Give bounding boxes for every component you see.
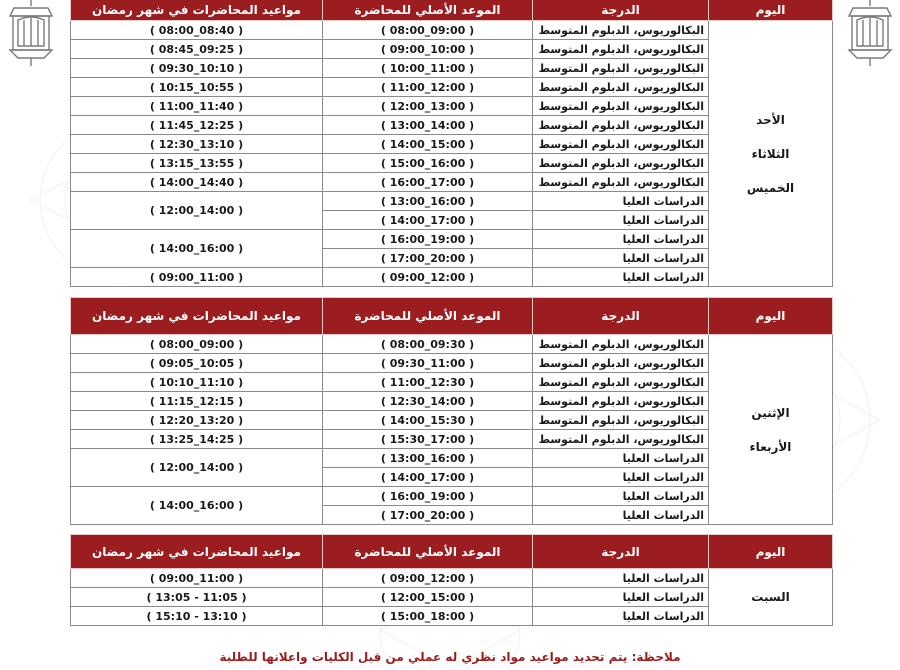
original-time-cell: ( 19:00_16:00 ) <box>323 230 533 249</box>
original-time-cell: ( 17:00_16:00 ) <box>323 173 533 192</box>
ramadan-time-cell: ( 10:10_09:30 ) <box>71 59 323 78</box>
day-label: الأحد <box>756 112 785 127</box>
schedule-table-sat <box>70 534 833 626</box>
header-original-time: الموعد الأصلي للمحاضرة <box>323 535 533 569</box>
original-time-cell: ( 20:00_17:00 ) <box>323 506 533 525</box>
degree-cell: البكالوريوس، الدبلوم المتوسط <box>533 173 709 192</box>
ramadan-time-cell: ( 14:00_12:00 ) <box>71 192 323 230</box>
original-time-cell: ( 16:00_13:00 ) <box>323 449 533 468</box>
original-time-cell: ( 17:00_14:00 ) <box>323 468 533 487</box>
header-day: اليوم <box>709 535 833 569</box>
degree-cell: الدراسات العليا <box>533 211 709 230</box>
header-original-time: الموعد الأصلي للمحاضرة <box>323 0 533 21</box>
original-time-cell: ( 15:00_12:00 ) <box>323 588 533 607</box>
ramadan-time-cell: ( 10:55_10:15 ) <box>71 78 323 97</box>
day-label: السبت <box>751 590 790 604</box>
header-day: اليوم <box>709 0 833 21</box>
table-row <box>71 21 833 40</box>
ramadan-time-cell: ( 11:40_11:00 ) <box>71 97 323 116</box>
table-row <box>71 569 833 588</box>
day-label: الأربعاء <box>749 439 792 454</box>
ramadan-time-cell: ( 12:15_11:15 ) <box>71 392 323 411</box>
degree-cell: الدراسات العليا <box>533 449 709 468</box>
ramadan-time-cell: ( 14:25_13:25 ) <box>71 430 323 449</box>
schedule-table-mon-wed <box>70 297 833 525</box>
ramadan-time-cell: ( 11:00_09:00 ) <box>71 268 323 287</box>
day-cell <box>709 21 833 287</box>
ramadan-time-cell: ( 12:25_11:45 ) <box>71 116 323 135</box>
original-time-cell: ( 16:00_13:00 ) <box>323 192 533 211</box>
table-header-row <box>71 0 833 21</box>
degree-cell: الدراسات العليا <box>533 192 709 211</box>
day-label: الإثنين <box>751 405 790 420</box>
degree-cell: البكالوريوس، الدبلوم المتوسط <box>533 392 709 411</box>
degree-cell: الدراسات العليا <box>533 249 709 268</box>
table-header-row <box>71 298 833 335</box>
ramadan-time-cell: ( 11:05 - 13:05 ) <box>71 588 323 607</box>
ramadan-time-cell: ( 13:20_12:20 ) <box>71 411 323 430</box>
header-ramadan-time: مواعيد المحاضرات في شهر رمضان <box>71 535 323 569</box>
day-cell <box>709 335 833 525</box>
original-time-cell: ( 14:00_13:00 ) <box>323 116 533 135</box>
schedule-table-sun-tue-thu <box>70 0 833 287</box>
degree-cell: الدراسات العليا <box>533 569 709 588</box>
ramadan-time-cell: ( 13:10 - 15:10 ) <box>71 607 323 626</box>
original-time-cell: ( 14:00_12:30 ) <box>323 392 533 411</box>
original-time-cell: ( 10:00_09:00 ) <box>323 40 533 59</box>
degree-cell: الدراسات العليا <box>533 506 709 525</box>
degree-cell: الدراسات العليا <box>533 588 709 607</box>
degree-cell: البكالوريوس، الدبلوم المتوسط <box>533 335 709 354</box>
degree-cell: الدراسات العليا <box>533 607 709 626</box>
degree-cell: البكالوريوس، الدبلوم المتوسط <box>533 21 709 40</box>
ramadan-time-cell: ( 16:00_14:00 ) <box>71 487 323 525</box>
ramadan-time-cell: ( 10:05_09:05 ) <box>71 354 323 373</box>
original-time-cell: ( 09:00_08:00 ) <box>323 21 533 40</box>
lantern-right-icon <box>843 0 898 68</box>
header-original-time: الموعد الأصلي للمحاضرة <box>323 298 533 335</box>
header-degree: الدرجة <box>533 298 709 335</box>
degree-cell: الدراسات العليا <box>533 487 709 506</box>
degree-cell: البكالوريوس، الدبلوم المتوسط <box>533 373 709 392</box>
degree-cell: البكالوريوس، الدبلوم المتوسط <box>533 97 709 116</box>
original-time-cell: ( 12:30_11:00 ) <box>323 373 533 392</box>
degree-cell: البكالوريوس، الدبلوم المتوسط <box>533 59 709 78</box>
header-ramadan-time: مواعيد المحاضرات في شهر رمضان <box>71 0 323 21</box>
footer-note: ملاحظة: يتم تحديد مواعيد مواد نظري له عملي من قبل الكليات واعلانها للطلبة <box>219 650 681 664</box>
original-time-cell: ( 17:00_15:30 ) <box>323 430 533 449</box>
original-time-cell: ( 11:00_09:30 ) <box>323 354 533 373</box>
original-time-cell: ( 11:00_10:00 ) <box>323 59 533 78</box>
original-time-cell: ( 15:30_14:00 ) <box>323 411 533 430</box>
original-time-cell: ( 16:00_15:00 ) <box>323 154 533 173</box>
table-header-row <box>71 535 833 569</box>
ramadan-time-cell: ( 14:40_14:00 ) <box>71 173 323 192</box>
ramadan-time-cell: ( 13:10_12:30 ) <box>71 135 323 154</box>
table-row <box>71 335 833 354</box>
original-time-cell: ( 13:00_12:00 ) <box>323 97 533 116</box>
degree-cell: البكالوريوس، الدبلوم المتوسط <box>533 354 709 373</box>
degree-cell: الدراسات العليا <box>533 268 709 287</box>
degree-cell: البكالوريوس، الدبلوم المتوسط <box>533 116 709 135</box>
degree-cell: البكالوريوس، الدبلوم المتوسط <box>533 430 709 449</box>
degree-cell: البكالوريوس، الدبلوم المتوسط <box>533 135 709 154</box>
degree-cell: الدراسات العليا <box>533 468 709 487</box>
ramadan-time-cell: ( 13:55_13:15 ) <box>71 154 323 173</box>
ramadan-time-cell: ( 09:25_08:45 ) <box>71 40 323 59</box>
day-cell <box>709 569 833 626</box>
header-degree: الدرجة <box>533 0 709 21</box>
header-degree: الدرجة <box>533 535 709 569</box>
original-time-cell: ( 09:30_08:00 ) <box>323 335 533 354</box>
original-time-cell: ( 12:00_09:00 ) <box>323 569 533 588</box>
original-time-cell: ( 12:00_11:00 ) <box>323 78 533 97</box>
day-label: الثلاثاء <box>751 146 790 161</box>
ramadan-time-cell: ( 14:00_12:00 ) <box>71 449 323 487</box>
original-time-cell: ( 19:00_16:00 ) <box>323 487 533 506</box>
degree-cell: الدراسات العليا <box>533 230 709 249</box>
header-day: اليوم <box>709 298 833 335</box>
ramadan-time-cell: ( 16:00_14:00 ) <box>71 230 323 268</box>
degree-cell: البكالوريوس، الدبلوم المتوسط <box>533 40 709 59</box>
original-time-cell: ( 18:00_15:00 ) <box>323 607 533 626</box>
original-time-cell: ( 17:00_14:00 ) <box>323 211 533 230</box>
ramadan-time-cell: ( 11:10_10:10 ) <box>71 373 323 392</box>
degree-cell: البكالوريوس، الدبلوم المتوسط <box>533 78 709 97</box>
ramadan-time-cell: ( 08:40_08:00 ) <box>71 21 323 40</box>
original-time-cell: ( 12:00_09:00 ) <box>323 268 533 287</box>
original-time-cell: ( 20:00_17:00 ) <box>323 249 533 268</box>
lantern-left-icon <box>4 0 59 68</box>
ramadan-time-cell: ( 09:00_08:00 ) <box>71 335 323 354</box>
ramadan-time-cell: ( 11:00_09:00 ) <box>71 569 323 588</box>
degree-cell: البكالوريوس، الدبلوم المتوسط <box>533 411 709 430</box>
original-time-cell: ( 15:00_14:00 ) <box>323 135 533 154</box>
degree-cell: البكالوريوس، الدبلوم المتوسط <box>533 154 709 173</box>
header-ramadan-time: مواعيد المحاضرات في شهر رمضان <box>71 298 323 335</box>
day-label: الخميس <box>746 180 795 195</box>
